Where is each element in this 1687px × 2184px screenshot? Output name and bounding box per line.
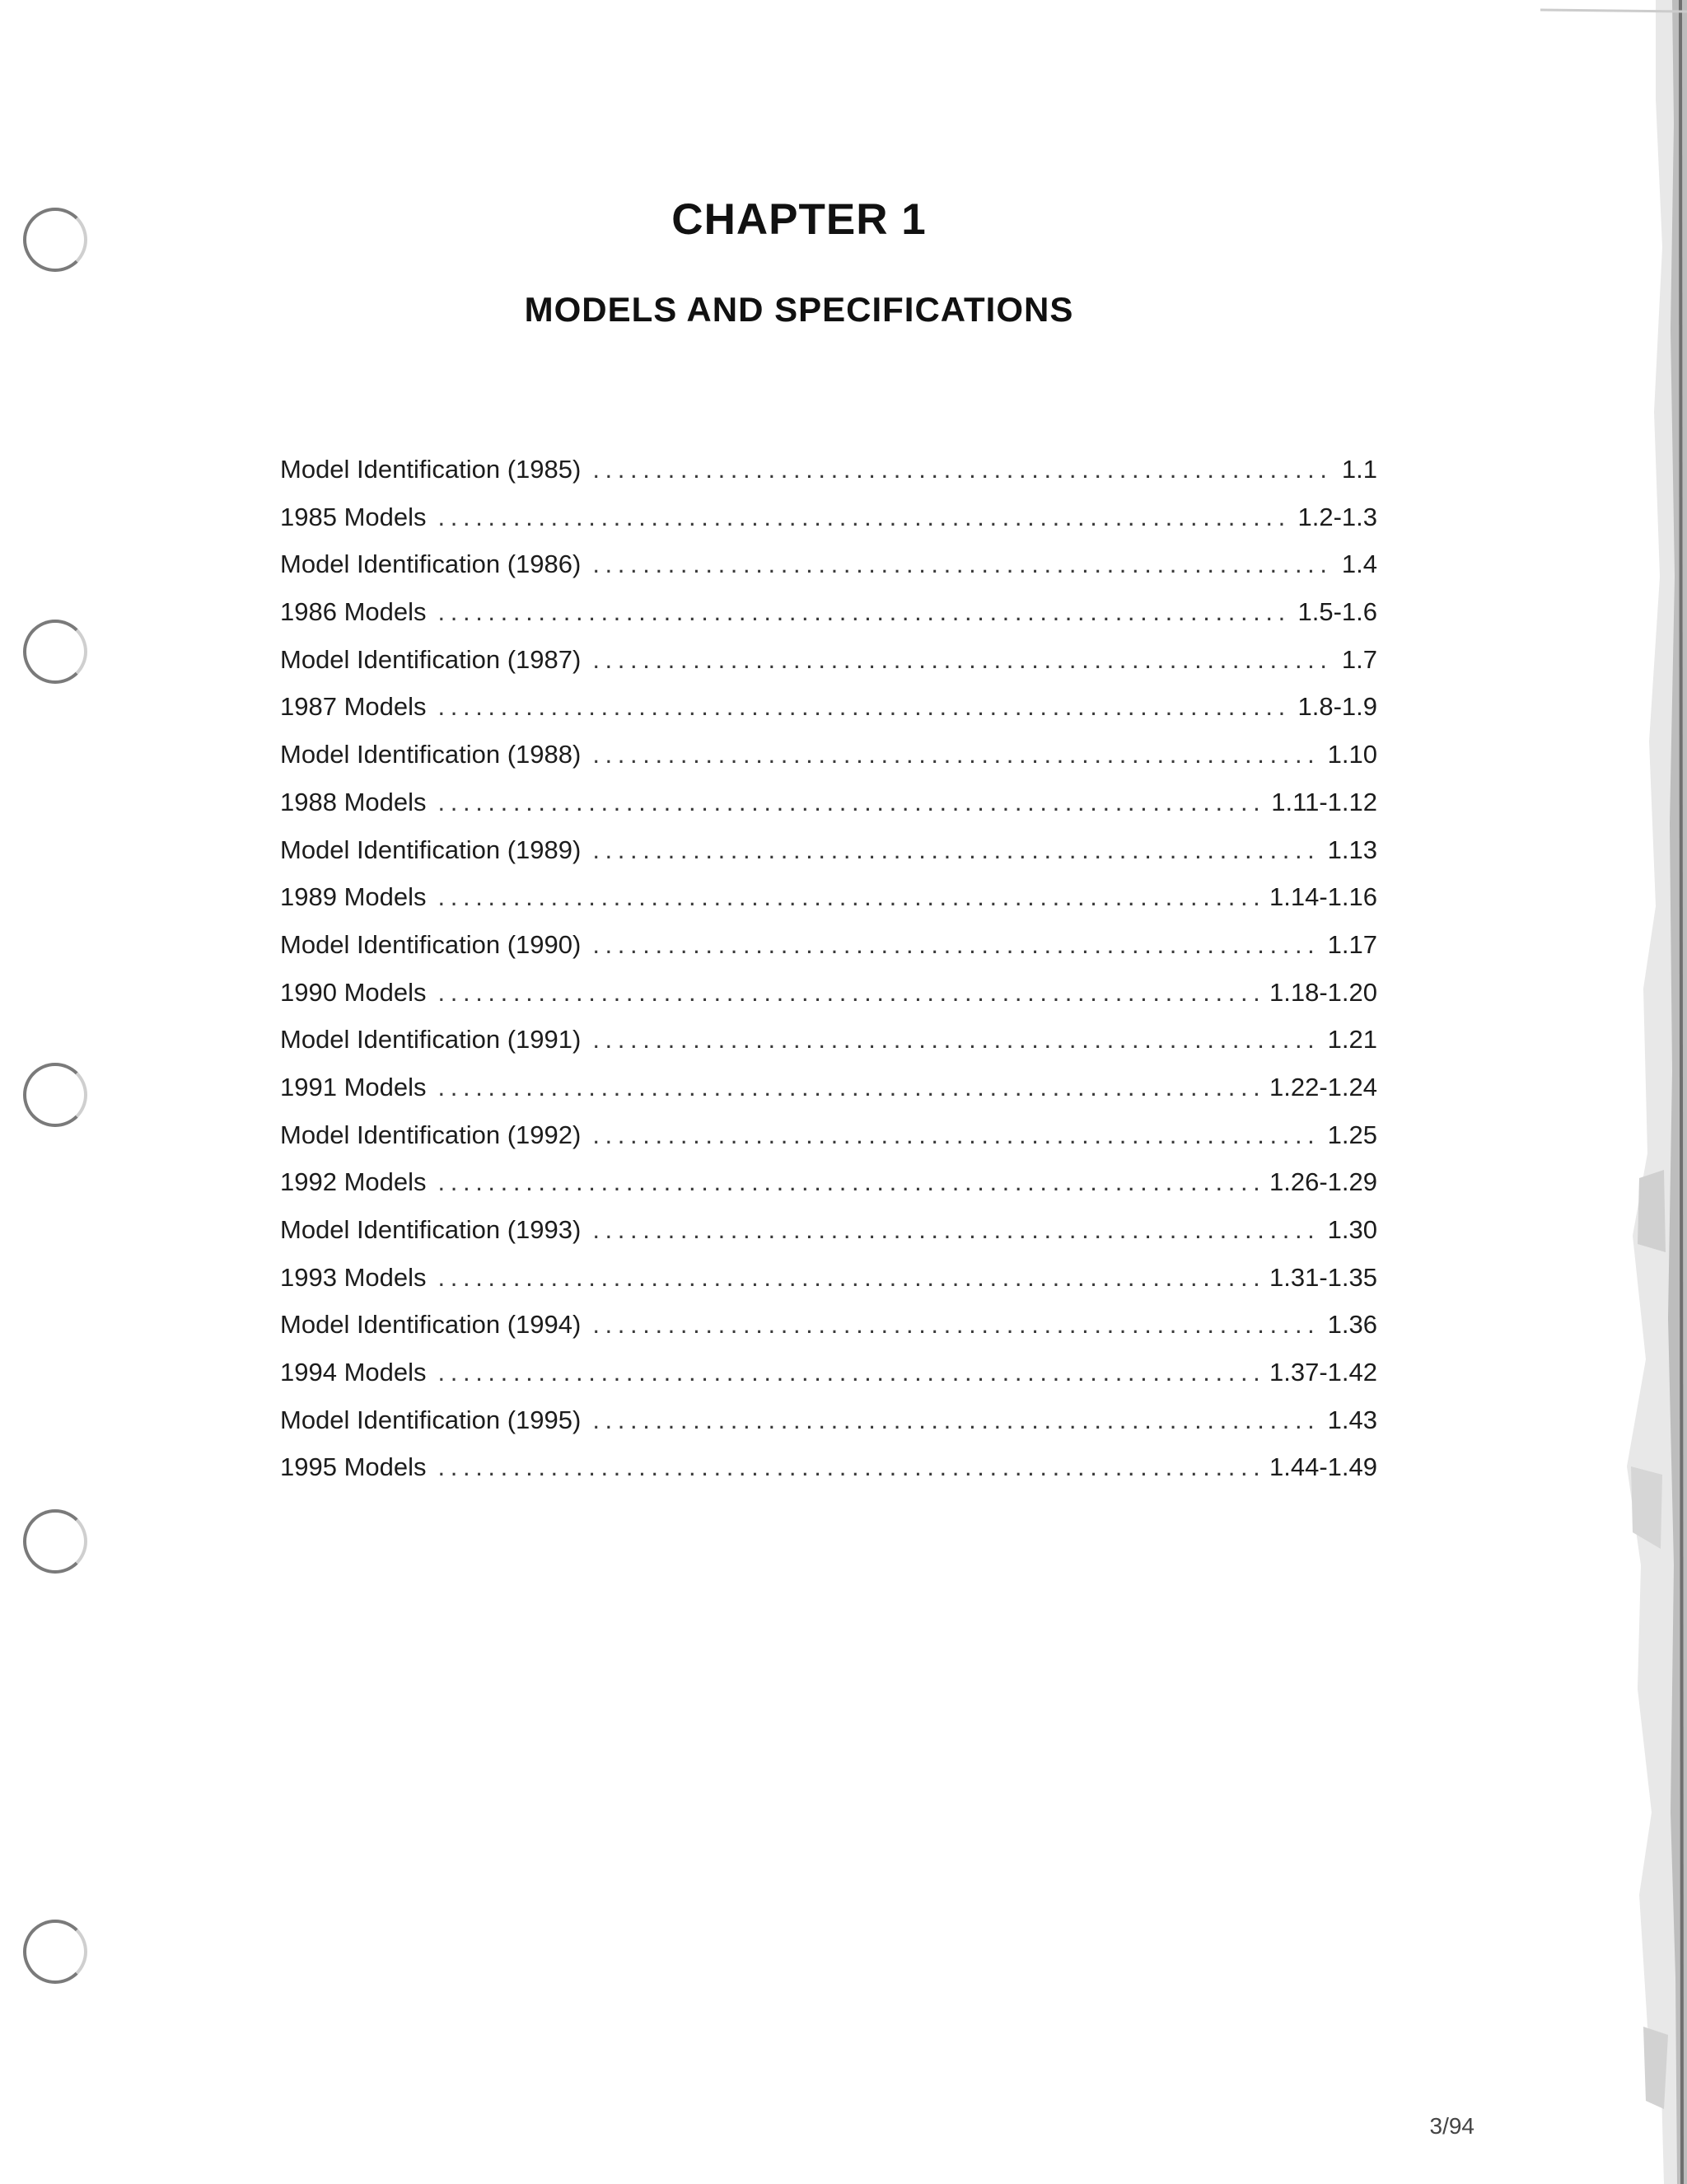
toc-entry-page: 1.31-1.35 [1269, 1262, 1377, 1292]
dot-leader [438, 692, 1288, 722]
dot-leader [592, 930, 1317, 960]
toc-entry-label: 1993 Models [280, 1262, 427, 1292]
toc-entry-label: 1992 Models [280, 1167, 427, 1197]
toc-entry-label: Model Identification (1986) [280, 550, 582, 579]
toc-entry-page: 1.10 [1327, 740, 1377, 769]
toc-entry-label: Model Identification (1985) [280, 455, 582, 484]
toc-entry [280, 503, 1377, 550]
dot-leader [592, 740, 1317, 769]
toc-entry [280, 1358, 1377, 1405]
toc-entry-label: 1988 Models [280, 787, 427, 816]
toc-entry-label: 1990 Models [280, 977, 427, 1007]
punch-hole [23, 1920, 87, 1984]
chapter-heading: CHAPTER 1 [671, 195, 927, 244]
dot-leader [438, 1263, 1259, 1293]
punch-hole [23, 620, 87, 684]
toc-entry [280, 645, 1377, 693]
toc-entry-label: Model Identification (1994) [280, 1310, 582, 1340]
dot-leader [438, 1452, 1259, 1482]
toc-entry [280, 1405, 1377, 1453]
chapter-title: MODELS AND SPECIFICATIONS [524, 290, 1074, 329]
dot-leader [592, 1405, 1317, 1435]
footer-date: 3/94 [1429, 2113, 1474, 2139]
dot-leader [438, 978, 1259, 1008]
toc-entry [280, 550, 1377, 597]
toc-entry [280, 692, 1377, 740]
toc-entry-label: Model Identification (1989) [280, 835, 582, 864]
toc-entry-page: 1.21 [1327, 1025, 1377, 1055]
toc-entry-label: 1985 Models [280, 502, 427, 531]
toc-entry-page: 1.25 [1327, 1120, 1377, 1149]
dot-leader [592, 835, 1317, 865]
toc-entry-page: 1.22-1.24 [1269, 1072, 1377, 1101]
toc-entry-page: 1.13 [1327, 835, 1377, 864]
toc-entry-label: 1995 Models [280, 1452, 427, 1482]
toc-entry [280, 930, 1377, 978]
toc-entry-page: 1.5-1.6 [1297, 597, 1377, 627]
toc-entry [280, 1073, 1377, 1120]
toc-entry-label: 1987 Models [280, 692, 427, 722]
toc-entry-page: 1.2-1.3 [1297, 502, 1377, 531]
toc-entry [280, 1452, 1377, 1500]
toc-entry [280, 882, 1377, 930]
dot-leader [438, 503, 1288, 532]
toc-entry-label: 1989 Models [280, 882, 427, 912]
toc-entry [280, 597, 1377, 645]
dot-leader [592, 645, 1332, 675]
toc-entry-page: 1.30 [1327, 1215, 1377, 1244]
toc-entry-label: Model Identification (1991) [280, 1025, 582, 1055]
toc-entry-page: 1.17 [1327, 929, 1377, 959]
dot-leader [438, 1358, 1259, 1387]
toc-entry [280, 1167, 1377, 1215]
toc-entry-page: 1.18-1.20 [1269, 977, 1377, 1007]
dot-leader [592, 455, 1332, 484]
punch-hole [23, 1063, 87, 1127]
toc-entry-page: 1.1 [1341, 455, 1377, 484]
toc-entry [280, 1120, 1377, 1168]
punch-hole [23, 1509, 87, 1574]
toc-entry-label: Model Identification (1995) [280, 1405, 582, 1434]
dot-leader [438, 1167, 1259, 1197]
dot-leader [438, 597, 1288, 627]
dot-leader [438, 788, 1262, 817]
toc-entry-page: 1.8-1.9 [1297, 692, 1377, 722]
dot-leader [592, 1310, 1317, 1340]
toc-entry-page: 1.43 [1327, 1405, 1377, 1434]
toc-entry-label: Model Identification (1992) [280, 1120, 582, 1149]
toc-entry [280, 835, 1377, 883]
toc-entry-page: 1.11-1.12 [1271, 787, 1377, 816]
toc-entry [280, 740, 1377, 788]
toc-entry-label: 1994 Models [280, 1358, 427, 1387]
toc-entry-page: 1.7 [1341, 644, 1377, 674]
toc-entry [280, 455, 1377, 503]
dot-leader [592, 1025, 1317, 1055]
toc-entry-page: 1.44-1.49 [1269, 1452, 1377, 1482]
dot-leader [592, 1120, 1317, 1150]
dot-leader [592, 550, 1332, 579]
dot-leader [438, 882, 1259, 912]
toc-entry-page: 1.26-1.29 [1269, 1167, 1377, 1197]
toc-entry [280, 1025, 1377, 1073]
toc-entry [280, 1263, 1377, 1311]
toc-entry [280, 978, 1377, 1026]
toc-entry [280, 788, 1377, 835]
dot-leader [592, 1215, 1317, 1245]
toc-entry [280, 1310, 1377, 1358]
toc-entry-page: 1.14-1.16 [1269, 882, 1377, 912]
toc-entry-label: 1991 Models [280, 1072, 427, 1101]
toc-entry-page: 1.37-1.42 [1269, 1358, 1377, 1387]
toc-entry-page: 1.4 [1341, 550, 1377, 579]
toc-entry [280, 1215, 1377, 1263]
toc-entry-label: Model Identification (1990) [280, 929, 582, 959]
toc-entry-label: Model Identification (1988) [280, 740, 582, 769]
toc-entry-label: Model Identification (1993) [280, 1215, 582, 1244]
toc-entry-label: Model Identification (1987) [280, 644, 582, 674]
toc-entry-label: 1986 Models [280, 597, 427, 627]
table-of-contents [280, 455, 1377, 1500]
toc-entry-page: 1.36 [1327, 1310, 1377, 1340]
dot-leader [438, 1073, 1259, 1102]
